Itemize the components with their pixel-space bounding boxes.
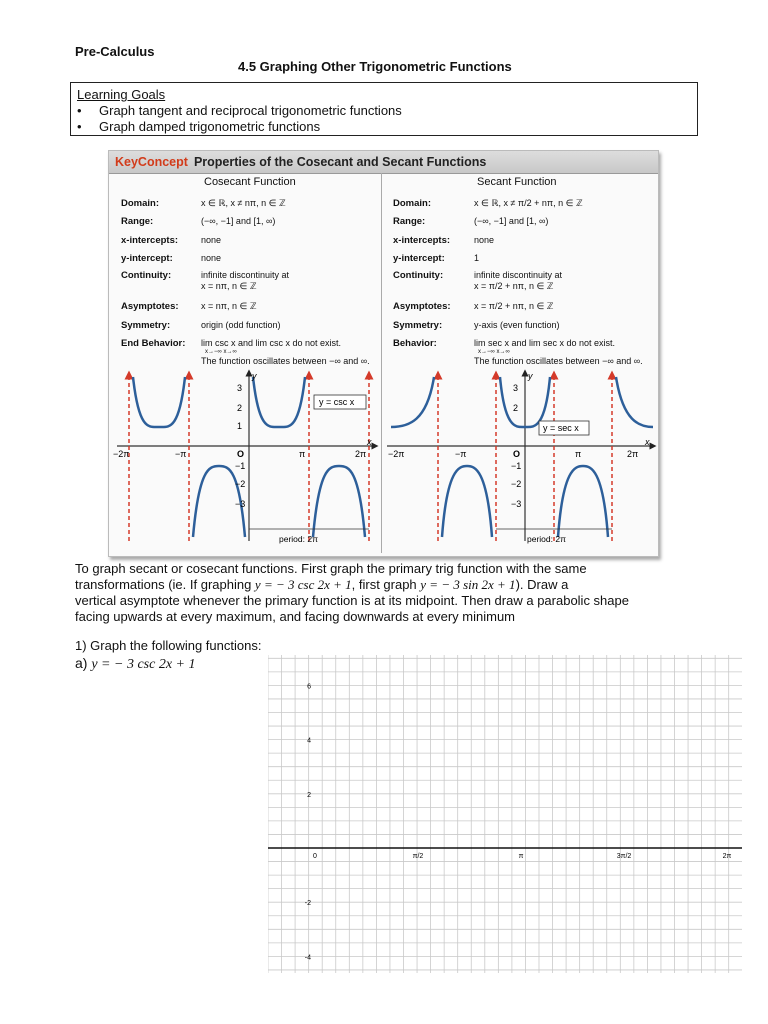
tick-label: 2π	[627, 449, 639, 459]
tick-label: −2π	[388, 449, 405, 459]
property-value: (−∞, −1] and [1, ∞)	[201, 216, 276, 226]
equation: y = − 3 csc 2x + 1	[91, 657, 196, 672]
limit-subscripts: x→−∞ x→∞	[205, 349, 237, 355]
property-label: y-intercept:	[393, 253, 445, 264]
learning-goal-item: • Graph damped trigonometric functions	[77, 119, 691, 135]
property-value: 1	[474, 253, 480, 263]
property-label: Range:	[121, 216, 154, 227]
property-value: (−∞, −1] and [1, ∞)	[474, 216, 549, 226]
instructions-line: facing upwards at every maximum, and facing downwards at every minimum	[75, 609, 516, 624]
property-value: x ∈ ℝ, x ≠ nπ, n ∈ ℤ	[201, 198, 286, 208]
key-concept-figure	[108, 150, 659, 557]
key-concept-header	[109, 151, 658, 174]
property-label: Continuity:	[121, 270, 172, 281]
secant-properties	[382, 175, 658, 375]
learning-goals-heading: Learning Goals	[77, 87, 166, 102]
csc-sec-graphs	[109, 361, 658, 551]
property-label: Symmetry:	[121, 320, 171, 331]
tick-label: −3	[511, 499, 522, 509]
page-title: 4.5 Graphing Other Trigonometric Functions	[238, 59, 512, 74]
x-axis-label: x	[645, 437, 650, 447]
instructions-line: To graph secant or cosecant functions. First graph the primary trig function with the same	[75, 561, 587, 576]
cosecant-properties	[109, 175, 381, 375]
csc-branch	[313, 466, 365, 537]
property-label: Range:	[393, 216, 426, 227]
key-concept-title: Properties of the Cosecant and Secant Functions	[193, 155, 487, 169]
property-value: infinite discontinuity at	[201, 270, 290, 280]
question-heading: 1) Graph the following functions:	[75, 638, 262, 653]
text-span: ). Draw a	[515, 577, 569, 592]
tick-label: π	[299, 449, 306, 459]
property-value: The function oscillates between −∞ and ∞.	[474, 356, 643, 366]
property-label: End Behavior:	[121, 338, 186, 349]
y-tick-label: -4	[304, 954, 311, 962]
property-value: lim sec x and lim sec x do not exist.	[474, 338, 616, 348]
origin-label: O	[237, 449, 245, 459]
tick-label: −2π	[113, 449, 130, 459]
tick-label: 3	[513, 383, 519, 393]
instructions-line	[75, 577, 705, 593]
sec-graph	[387, 371, 653, 544]
tick-label: −3	[235, 499, 246, 509]
property-label: x-intercepts:	[393, 235, 451, 246]
cosecant-heading: Cosecant Function	[204, 176, 296, 188]
y-tick-label: 6	[307, 683, 311, 691]
csc-graph-label: y = csc x	[319, 397, 355, 407]
csc-branch	[253, 377, 305, 427]
x-tick-label: 0	[313, 853, 317, 860]
y-axis-label: y	[252, 371, 257, 381]
tick-label: 2π	[355, 449, 367, 459]
equation: y = − 3 sin 2x + 1	[420, 577, 516, 592]
property-value: The function oscillates between −∞ and ∞.	[201, 356, 370, 366]
instructions-paragraph	[75, 561, 705, 625]
property-label: Symmetry:	[393, 320, 443, 331]
y-tick-label: 4	[307, 737, 311, 745]
tick-label: −2	[235, 479, 246, 489]
property-value: y-axis (even function)	[474, 320, 560, 330]
csc-branch	[133, 377, 185, 427]
equation: y = − 3 csc 2x + 1	[254, 577, 352, 592]
tick-label: 1	[237, 421, 243, 431]
property-label: Continuity:	[393, 270, 444, 281]
y-axis-label: y	[528, 371, 533, 381]
graph-paper	[268, 655, 742, 973]
property-label: Domain:	[393, 198, 431, 209]
tick-label: −1	[511, 461, 522, 471]
origin-label: O	[513, 449, 521, 459]
csc-graph	[113, 371, 375, 544]
tick-label: −π	[455, 449, 467, 459]
sec-branch	[616, 377, 653, 427]
property-value: x = nπ, n ∈ ℤ	[201, 301, 257, 311]
question-part-a	[75, 655, 196, 673]
property-value: none	[474, 235, 495, 245]
property-value: origin (odd function)	[201, 320, 281, 330]
instructions-line: vertical asymptote whenever the primary function is at its midpoint. Then draw a parabolic shape	[75, 593, 629, 608]
period-label: period: 2π	[527, 534, 566, 544]
text-span: transformations (ie. If graphing	[75, 577, 255, 592]
tick-label: 2	[237, 403, 243, 413]
tick-label: −π	[175, 449, 187, 459]
property-label: Asymptotes:	[121, 301, 179, 312]
x-tick-label: π/2	[412, 853, 424, 860]
property-label: Asymptotes:	[393, 301, 451, 312]
x-axis-label: x	[367, 437, 372, 447]
text-span: , first graph	[351, 577, 421, 592]
secant-heading: Secant Function	[477, 176, 557, 188]
sec-branch	[442, 466, 492, 537]
part-label: a)	[75, 655, 92, 671]
property-value: x = π/2 + nπ, n ∈ ℤ	[474, 301, 554, 311]
property-value: lim csc x and lim csc x do not exist.	[201, 338, 342, 348]
property-value: infinite discontinuity at	[474, 270, 563, 280]
x-tick-label: π	[518, 853, 524, 860]
sec-branch	[391, 377, 434, 427]
tick-label: 2	[513, 403, 519, 413]
property-value: x = nπ, n ∈ ℤ	[201, 281, 257, 291]
property-label: x-intercepts:	[121, 235, 179, 246]
property-value: none	[201, 235, 222, 245]
property-label: Behavior:	[393, 338, 437, 349]
property-value: x = π/2 + nπ, n ∈ ℤ	[474, 281, 554, 291]
tick-label: π	[575, 449, 582, 459]
period-label: period: 2π	[279, 534, 318, 544]
y-tick-label: 2	[307, 791, 311, 799]
learning-goal-item: • Graph tangent and reciprocal trigonometric functions	[77, 103, 691, 119]
x-tick-label: 3π/2	[616, 853, 632, 860]
learning-goals-box	[70, 82, 698, 136]
sec-graph-label: y = sec x	[543, 423, 579, 433]
tick-label: −1	[235, 461, 246, 471]
tick-label: −2	[511, 479, 522, 489]
limit-subscripts: x→−∞ x→∞	[478, 349, 510, 355]
property-label: Domain:	[121, 198, 159, 209]
x-tick-label: 2π	[722, 853, 732, 860]
key-concept-badge: KeyConcept	[115, 155, 188, 169]
property-value: x ∈ ℝ, x ≠ π/2 + nπ, n ∈ ℤ	[474, 198, 583, 208]
property-value: none	[201, 253, 222, 263]
y-tick-label: -2	[304, 900, 311, 908]
property-label: y-intercept:	[121, 253, 173, 264]
tick-label: 3	[237, 383, 243, 393]
sec-branch	[558, 466, 608, 537]
course-title: Pre-Calculus	[75, 44, 155, 59]
